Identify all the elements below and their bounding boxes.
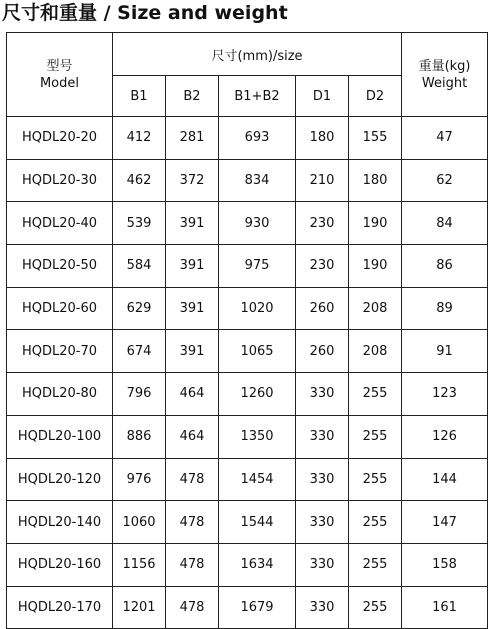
weight-cell: 126: [402, 415, 488, 458]
model-cell: HQDL20-50: [7, 245, 113, 288]
model-cell: HQDL20-100: [7, 415, 113, 458]
table-row: [7, 330, 488, 373]
b2-cell: 478: [166, 501, 219, 544]
b1-cell: 796: [113, 373, 166, 416]
table-row: [7, 458, 488, 501]
b1b2-cell: 1634: [219, 543, 296, 586]
model-cell: HQDL20-80: [7, 373, 113, 416]
b2-cell: 478: [166, 586, 219, 629]
weight-cell: 86: [402, 245, 488, 288]
table-row: [7, 586, 488, 629]
b1-cell: 629: [113, 287, 166, 330]
weight-cell: 147: [402, 501, 488, 544]
d1-cell: 330: [296, 415, 349, 458]
b2-cell: 391: [166, 202, 219, 245]
column-header-d1: D1: [296, 76, 349, 117]
model-cell: HQDL20-20: [7, 117, 113, 160]
table-row: [7, 373, 488, 416]
weight-cell: 161: [402, 586, 488, 629]
b1b2-cell: 693: [219, 117, 296, 160]
weight-cell: 62: [402, 159, 488, 202]
b1-cell: 412: [113, 117, 166, 160]
b2-cell: 281: [166, 117, 219, 160]
weight-header: [402, 33, 488, 117]
table-row: [7, 543, 488, 586]
table-body: [7, 117, 488, 629]
b1-cell: 976: [113, 458, 166, 501]
d1-cell: 230: [296, 245, 349, 288]
d2-cell: 255: [349, 458, 402, 501]
d1-cell: 330: [296, 586, 349, 629]
d2-cell: 255: [349, 373, 402, 416]
b1-cell: 584: [113, 245, 166, 288]
table-row: [7, 159, 488, 202]
d2-cell: 255: [349, 586, 402, 629]
table-row: [7, 117, 488, 160]
d2-cell: 208: [349, 287, 402, 330]
size-group-header: 尺寸(mm)/size: [113, 33, 402, 76]
weight-cell: 123: [402, 373, 488, 416]
d1-cell: 330: [296, 373, 349, 416]
table-row: [7, 415, 488, 458]
d1-cell: 330: [296, 501, 349, 544]
model-header-cn: 型号: [46, 58, 73, 74]
d2-cell: 208: [349, 330, 402, 373]
d2-cell: 190: [349, 245, 402, 288]
table-row: [7, 245, 488, 288]
d2-cell: 180: [349, 159, 402, 202]
b1-cell: 1201: [113, 586, 166, 629]
b1b2-cell: 975: [219, 245, 296, 288]
weight-cell: 47: [402, 117, 488, 160]
d1-cell: 260: [296, 287, 349, 330]
b1b2-cell: 1020: [219, 287, 296, 330]
b1b2-cell: 1454: [219, 458, 296, 501]
column-header-b1b2: B1+B2: [219, 76, 296, 117]
weight-header-cn: 重量(kg): [418, 58, 471, 74]
b1b2-cell: 834: [219, 159, 296, 202]
b1b2-cell: 1679: [219, 586, 296, 629]
b1b2-cell: 1350: [219, 415, 296, 458]
model-cell: HQDL20-30: [7, 159, 113, 202]
d2-cell: 190: [349, 202, 402, 245]
weight-cell: 158: [402, 543, 488, 586]
page-title: 尺寸和重量 / Size and weight: [2, 2, 288, 24]
column-header-d2: D2: [349, 76, 402, 117]
b1-cell: 462: [113, 159, 166, 202]
b2-cell: 391: [166, 245, 219, 288]
model-cell: HQDL20-120: [7, 458, 113, 501]
weight-cell: 91: [402, 330, 488, 373]
model-cell: HQDL20-70: [7, 330, 113, 373]
d1-cell: 210: [296, 159, 349, 202]
d2-cell: 255: [349, 501, 402, 544]
d2-cell: 255: [349, 543, 402, 586]
b2-cell: 478: [166, 458, 219, 501]
b1-cell: 1156: [113, 543, 166, 586]
d1-cell: 260: [296, 330, 349, 373]
model-cell: HQDL20-40: [7, 202, 113, 245]
model-header-en: Model: [39, 75, 80, 91]
table-row: [7, 287, 488, 330]
model-cell: HQDL20-140: [7, 501, 113, 544]
b2-cell: 464: [166, 415, 219, 458]
column-header-b2: B2: [166, 76, 219, 117]
header-row-1: [7, 33, 488, 76]
weight-header-en: Weight: [421, 75, 468, 91]
b1-cell: 886: [113, 415, 166, 458]
b1-cell: 1060: [113, 501, 166, 544]
model-cell: HQDL20-60: [7, 287, 113, 330]
weight-cell: 144: [402, 458, 488, 501]
table-row: [7, 202, 488, 245]
d2-cell: 155: [349, 117, 402, 160]
column-header-b1: B1: [113, 76, 166, 117]
b1b2-cell: 1065: [219, 330, 296, 373]
b2-cell: 464: [166, 373, 219, 416]
model-cell: HQDL20-170: [7, 586, 113, 629]
b1b2-cell: 930: [219, 202, 296, 245]
d2-cell: 255: [349, 415, 402, 458]
weight-cell: 89: [402, 287, 488, 330]
model-cell: HQDL20-160: [7, 543, 113, 586]
size-weight-table: [6, 32, 488, 629]
b2-cell: 478: [166, 543, 219, 586]
b2-cell: 391: [166, 330, 219, 373]
b2-cell: 391: [166, 287, 219, 330]
d1-cell: 230: [296, 202, 349, 245]
d1-cell: 180: [296, 117, 349, 160]
b2-cell: 372: [166, 159, 219, 202]
b1b2-cell: 1544: [219, 501, 296, 544]
table-row: [7, 501, 488, 544]
d1-cell: 330: [296, 458, 349, 501]
weight-cell: 84: [402, 202, 488, 245]
b1-cell: 674: [113, 330, 166, 373]
b1b2-cell: 1260: [219, 373, 296, 416]
d1-cell: 330: [296, 543, 349, 586]
b1-cell: 539: [113, 202, 166, 245]
model-header: [7, 33, 113, 117]
